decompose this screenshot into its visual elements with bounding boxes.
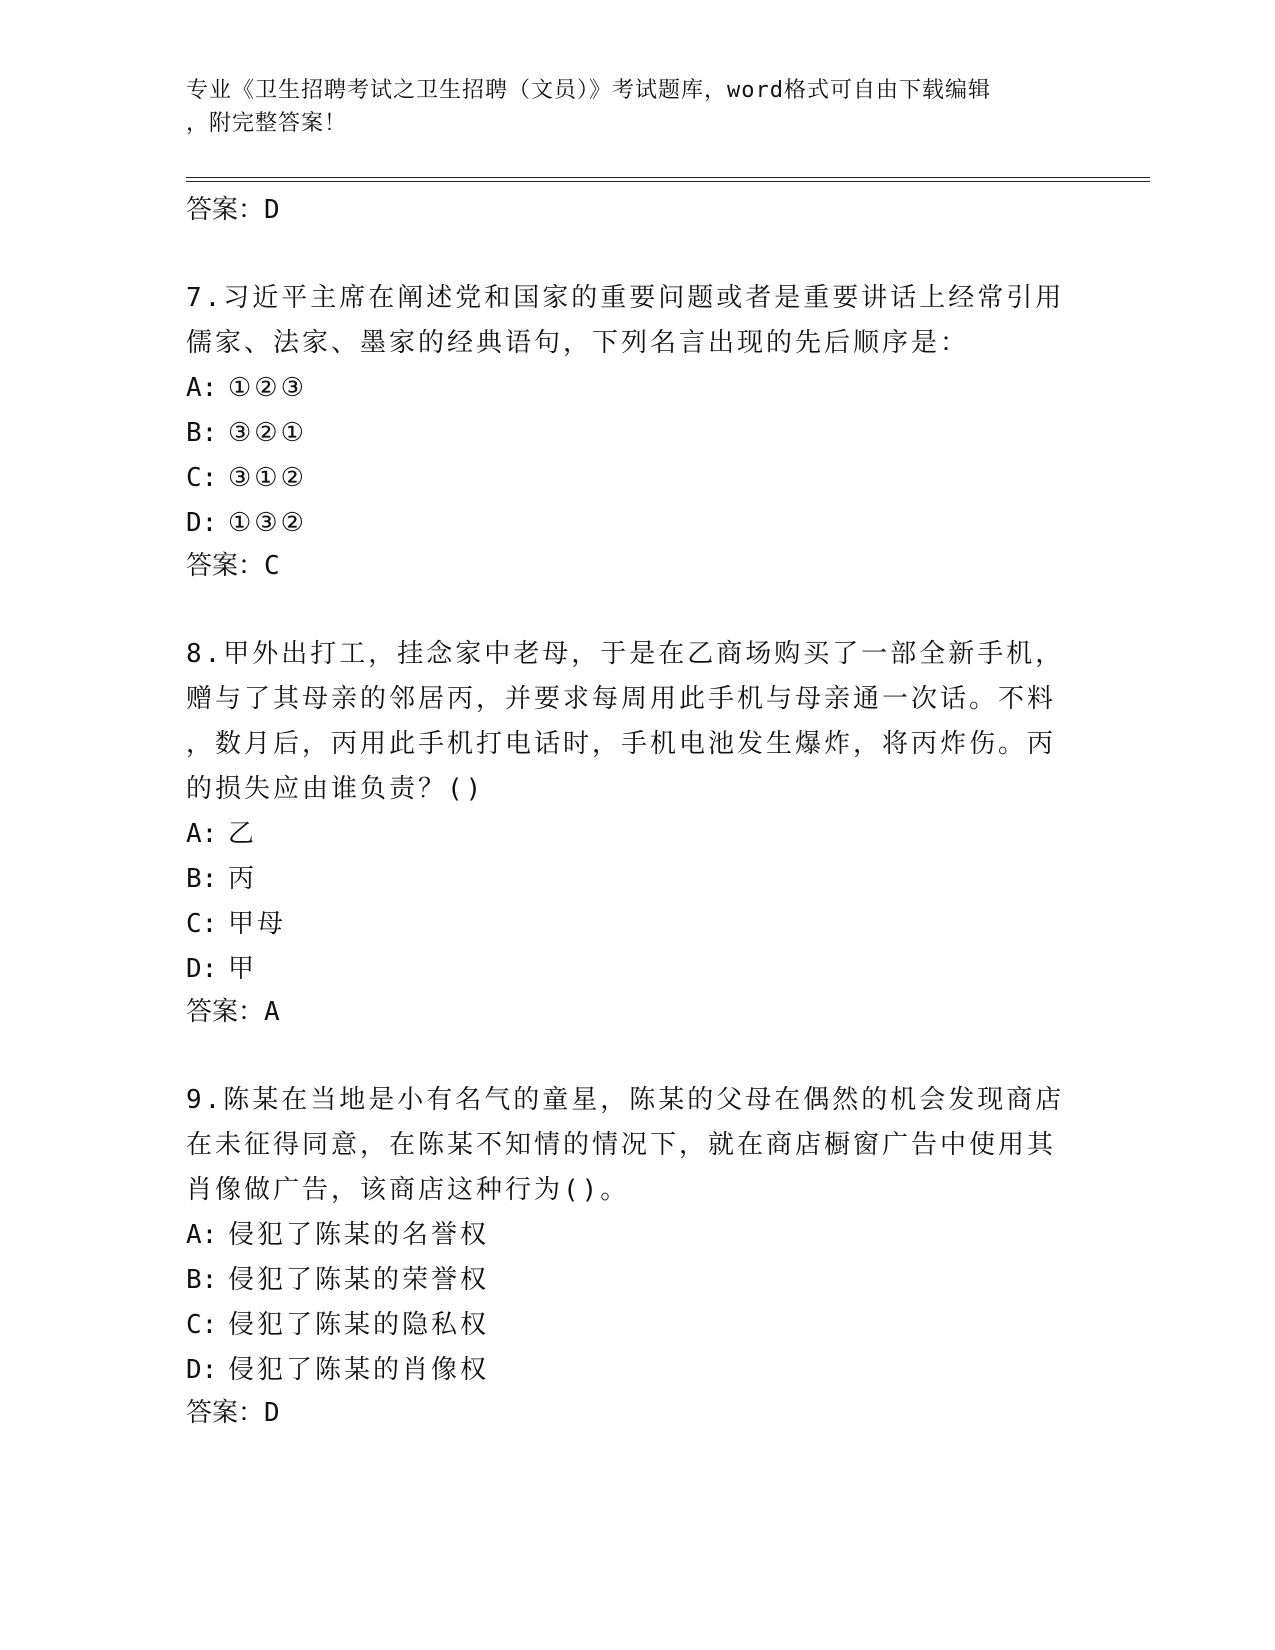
option-c [186, 902, 1066, 947]
option-b [186, 1258, 1066, 1303]
option-text: ①③② [228, 508, 307, 538]
option-d [186, 1348, 1066, 1393]
option-key: C: [186, 463, 218, 493]
question-line: 的损失应由谁负责？() [186, 774, 485, 804]
option-key: A: [186, 373, 218, 403]
document-body [186, 190, 1066, 1433]
option-d [186, 947, 1066, 992]
question-text [186, 1078, 1066, 1213]
option-a [186, 812, 1066, 857]
question-8 [186, 632, 1066, 1032]
question-line: 赠与了其母亲的邻居丙，并要求每周用此手机与母亲通一次话。不料 [186, 684, 1057, 714]
option-text: 侵犯了陈某的隐私权 [228, 1310, 490, 1340]
option-b [186, 857, 1066, 902]
option-text: 乙 [228, 819, 258, 849]
option-key: D: [186, 954, 218, 984]
question-line: 在未征得同意，在陈某不知情的情况下，就在商店橱窗广告中使用其 [186, 1130, 1057, 1160]
question-line: ，数月后，丙用此手机打电话时，手机电池发生爆炸，将丙炸伤。丙 [186, 729, 1057, 759]
option-key: D: [186, 508, 218, 538]
option-d [186, 501, 1066, 546]
option-key: B: [186, 1265, 218, 1295]
option-c [186, 456, 1066, 501]
question-text [186, 276, 1066, 366]
option-text: 甲母 [228, 909, 287, 939]
option-text: 侵犯了陈某的名誉权 [228, 1220, 490, 1250]
answer-line: 答案：D [186, 195, 280, 225]
question-text [186, 632, 1066, 812]
question-7 [186, 276, 1066, 586]
header-divider-bottom [186, 181, 1150, 182]
question-line: 7.习近平主席在阐述党和国家的重要问题或者是重要讲话上经常引用 [186, 283, 1065, 313]
header-line-2: ，附完整答案！ [186, 111, 348, 136]
question-line: 8.甲外出打工，挂念家中老母，于是在乙商场购买了一部全新手机， [186, 639, 1065, 669]
option-key: B: [186, 864, 218, 894]
option-key: A: [186, 1220, 218, 1250]
question-line: 儒家、法家、墨家的经典语句，下列名言出现的先后顺序是： [186, 328, 970, 358]
option-c [186, 1303, 1066, 1348]
document-header [186, 74, 1066, 140]
option-text: ①②③ [228, 373, 307, 403]
answer-line: 答案：C [186, 551, 280, 581]
answer-line: 答案：A [186, 997, 280, 1027]
option-key: B: [186, 418, 218, 448]
header-line-1: 专业《卫生招聘考试之卫生招聘（文员）》考试题库，word格式可自由下载编辑 [186, 78, 991, 103]
header-divider-top [186, 177, 1150, 178]
question-line: 肖像做广告，该商店这种行为()。 [186, 1175, 630, 1205]
option-a [186, 1213, 1066, 1258]
question-9 [186, 1078, 1066, 1433]
option-key: C: [186, 909, 218, 939]
option-b [186, 411, 1066, 456]
question-line: 9.陈某在当地是小有名气的童星，陈某的父母在偶然的机会发现商店 [186, 1085, 1065, 1115]
option-key: D: [186, 1355, 218, 1385]
option-text: ③①② [228, 463, 307, 493]
option-key: A: [186, 819, 218, 849]
option-key: C: [186, 1310, 218, 1340]
option-text: 丙 [228, 864, 258, 894]
option-text: 甲 [228, 954, 258, 984]
answer-line: 答案：D [186, 1398, 280, 1428]
option-text: 侵犯了陈某的荣誉权 [228, 1265, 490, 1295]
option-text: 侵犯了陈某的肖像权 [228, 1355, 490, 1385]
option-a [186, 366, 1066, 411]
option-text: ③②① [228, 418, 307, 448]
